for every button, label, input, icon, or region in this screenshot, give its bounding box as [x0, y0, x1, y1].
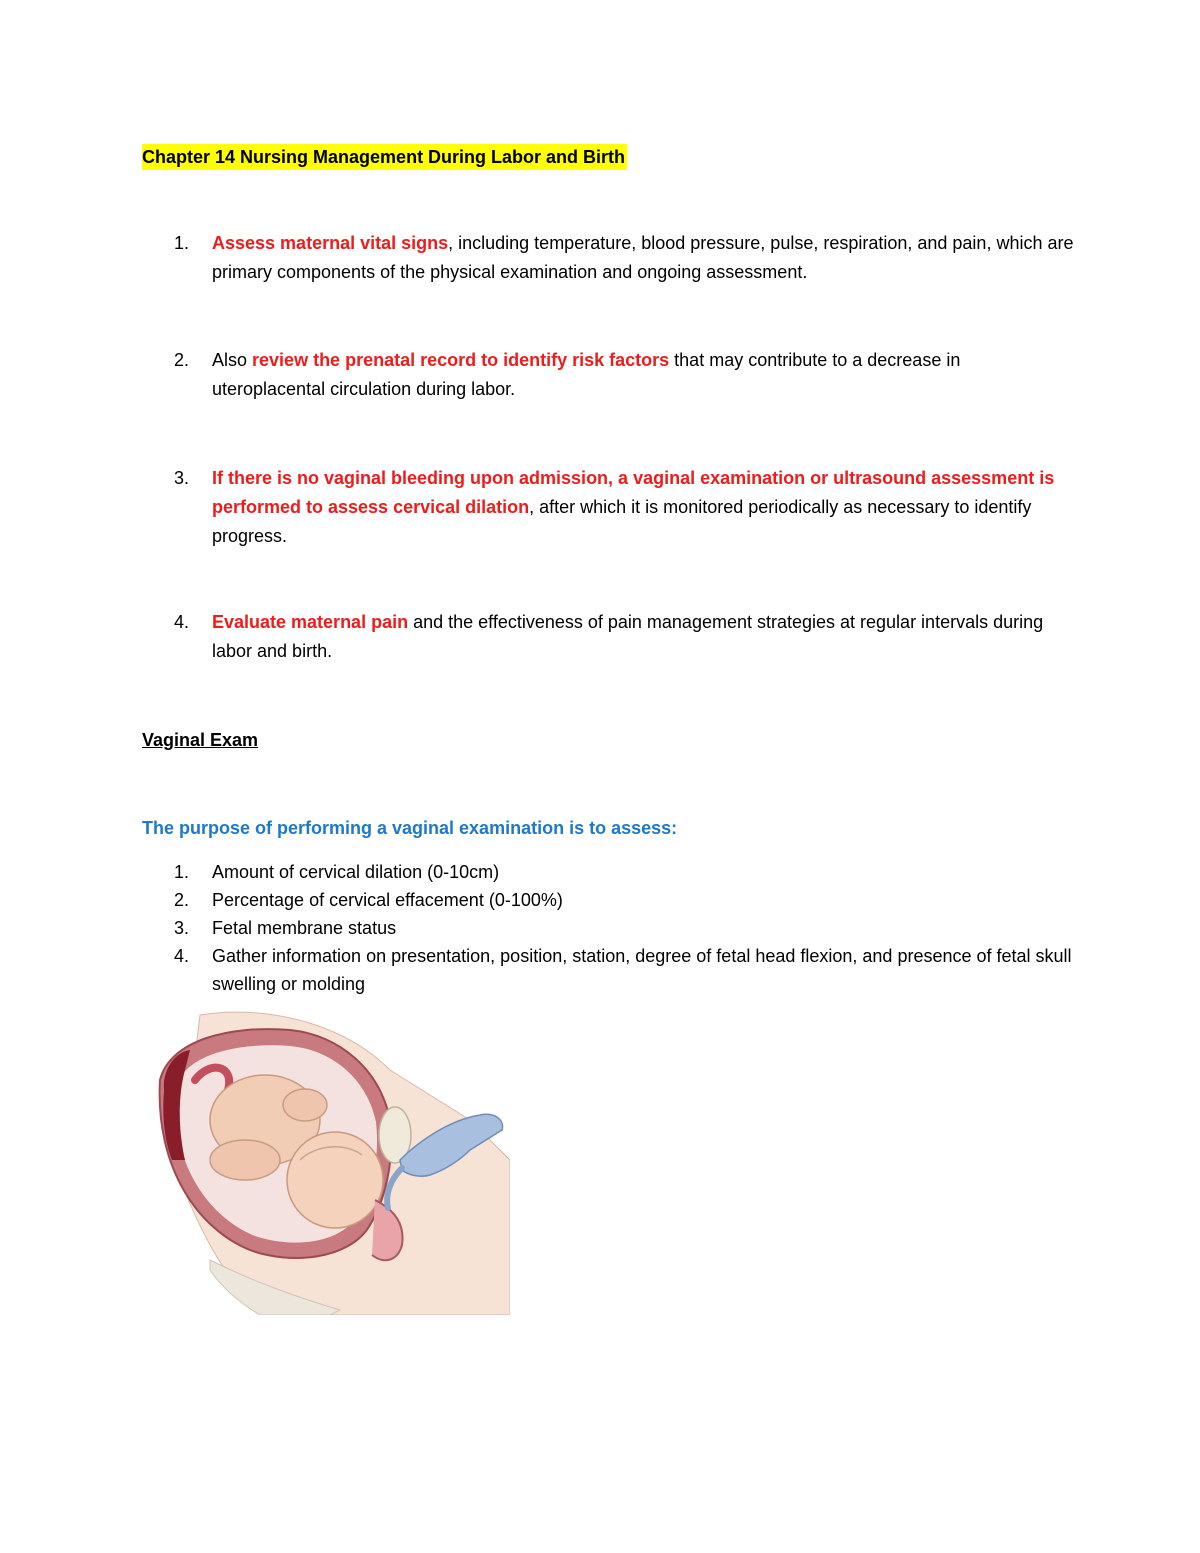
step-text — [212, 608, 1074, 666]
step-rest: , after which it is monitored periodically as necessary to identify progress. — [212, 497, 1032, 546]
step-item-4 — [174, 608, 1074, 666]
step-emphasis: review the prenatal record to identify risk factors — [252, 350, 670, 370]
section-heading: Vaginal Exam — [142, 730, 259, 750]
step-text — [212, 464, 1074, 551]
step-number: 2. — [174, 350, 190, 370]
step-number: 3. — [174, 468, 190, 488]
step-rest: , including temperature, blood pressure, pulse, respiration, and pain, which are primary components of the physical examination and ongoing assessment. — [212, 233, 1074, 282]
step-number: 1. — [174, 233, 190, 253]
list-item — [174, 914, 1074, 942]
list-number: 3. — [174, 918, 190, 938]
list-text: Amount of cervical dilation (0-10cm) — [212, 862, 500, 882]
list-text: Gather information on presentation, position, station, degree of fetal head flexion, and presence of fetal skull swelling or molding — [212, 946, 1072, 994]
purpose-list — [174, 858, 1074, 998]
fetal-arm — [283, 1089, 327, 1121]
vaginal-exam-illustration — [140, 1010, 510, 1315]
purpose-heading: The purpose of performing a vaginal examination is to assess: — [142, 818, 678, 838]
list-number: 2. — [174, 890, 190, 910]
step-prefix: Also — [212, 350, 253, 370]
step-emphasis: Assess maternal vital signs — [212, 233, 449, 253]
list-item — [174, 886, 1074, 914]
list-item — [174, 858, 1074, 886]
list-text: Fetal membrane status — [212, 918, 397, 938]
step-rest: and the effectiveness of pain management strategies at regular intervals during labor and birth. — [212, 612, 1044, 661]
step-item-3 — [174, 464, 1074, 551]
list-number: 1. — [174, 862, 190, 882]
step-text — [212, 346, 1074, 404]
list-item — [174, 942, 1074, 998]
step-emphasis: If there is no vaginal bleeding upon admission, a vaginal examination or ultrasound assessment is performed to assess cervical dilation — [212, 468, 1055, 517]
step-emphasis: Evaluate maternal pain — [212, 612, 409, 632]
step-number: 4. — [174, 612, 190, 632]
fetal-limb — [210, 1140, 280, 1180]
step-item-1 — [174, 229, 1074, 287]
list-number: 4. — [174, 946, 190, 966]
step-item-2 — [174, 346, 1074, 404]
step-rest: that may contribute to a decrease in uteroplacental circulation during labor. — [212, 350, 961, 399]
step-text — [212, 229, 1074, 287]
list-text: Percentage of cervical effacement (0-100%) — [212, 890, 563, 910]
document-title: Chapter 14 Nursing Management During Labor and Birth — [142, 144, 627, 170]
